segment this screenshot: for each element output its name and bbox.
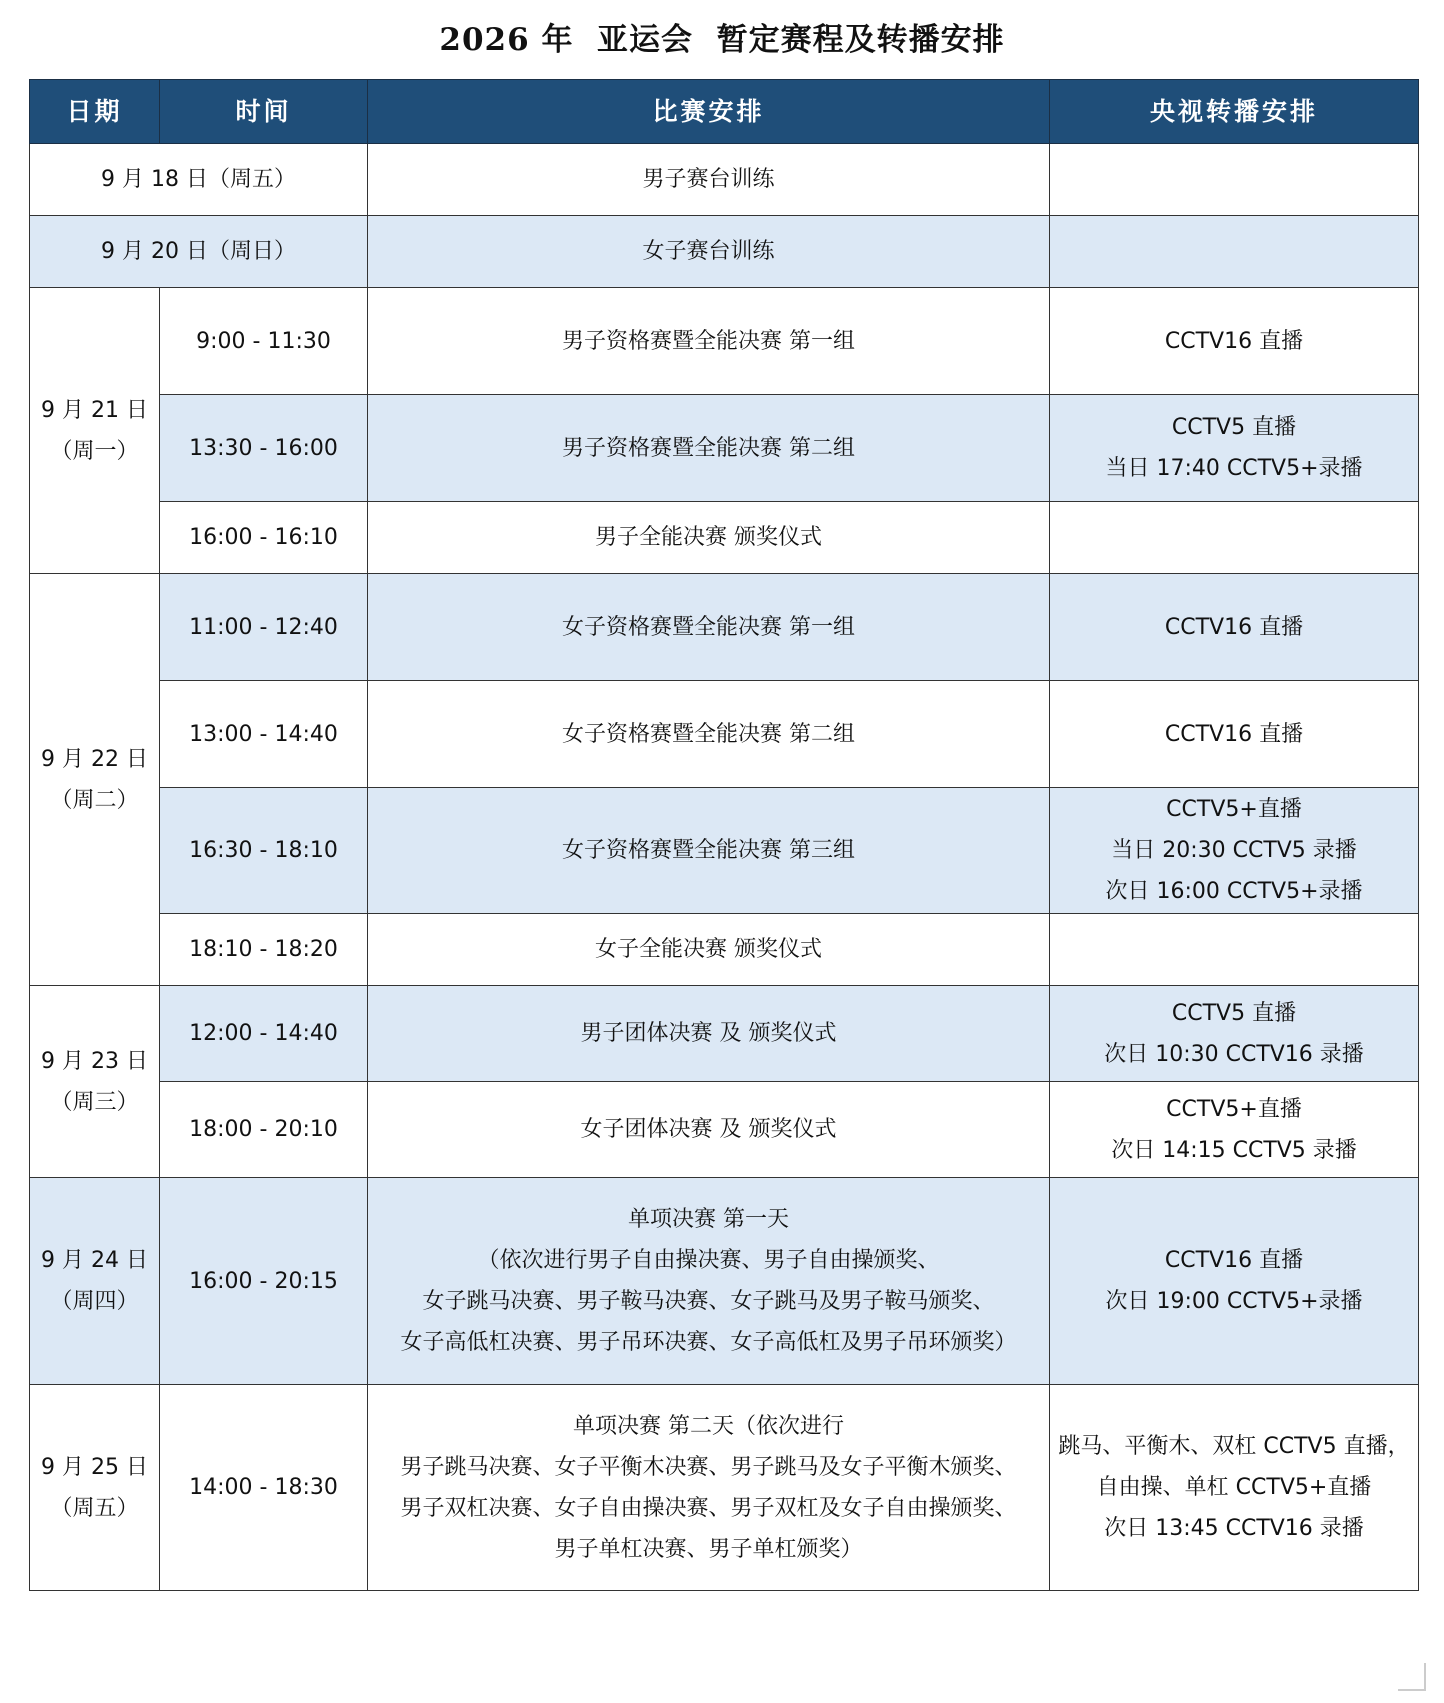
time-cell: 16:00 - 20:15 (160, 1178, 368, 1385)
event-cell: 男子资格赛暨全能决赛 第一组 (368, 288, 1050, 395)
corner-mark (1398, 1663, 1426, 1691)
broadcast-cell: CCTV16 直播 (1050, 574, 1419, 681)
event-cell: 男子资格赛暨全能决赛 第二组 (368, 395, 1050, 502)
event-cell: 女子资格赛暨全能决赛 第二组 (368, 681, 1050, 788)
event-cell: 男子赛台训练 (368, 144, 1050, 216)
date-cell: 9 月 20 日（周日） (30, 216, 368, 288)
event-cell: 女子资格赛暨全能决赛 第一组 (368, 574, 1050, 681)
event-cell: 单项决赛 第一天 （依次进行男子自由操决赛、男子自由操颁奖、 女子跳马决赛、男子鞍马决赛、女子跳马及男子鞍马颁奖、 女子高低杠决赛、男子吊环决赛、女子高低杠及男子吊环颁奖） (368, 1178, 1050, 1385)
date-cell: 9 月 23 日 （周三） (30, 986, 160, 1178)
header-date: 日期 (30, 80, 160, 144)
table-row (30, 788, 1419, 914)
broadcast-cell (1050, 144, 1419, 216)
table-row (30, 1082, 1419, 1178)
time-cell: 16:00 - 16:10 (160, 502, 368, 574)
time-cell: 13:00 - 14:40 (160, 681, 368, 788)
time-cell: 9:00 - 11:30 (160, 288, 368, 395)
date-cell: 9 月 24 日 （周四） (30, 1178, 160, 1385)
time-cell: 13:30 - 16:00 (160, 395, 368, 502)
time-cell: 18:10 - 18:20 (160, 914, 368, 986)
header-broadcast: 央视转播安排 (1050, 80, 1419, 144)
schedule-table (29, 79, 1419, 1591)
date-cell: 9 月 18 日（周五） (30, 144, 368, 216)
broadcast-cell (1050, 502, 1419, 574)
header-time: 时间 (160, 80, 368, 144)
broadcast-cell (1050, 216, 1419, 288)
date-cell: 9 月 22 日 （周二） (30, 574, 160, 986)
table-row (30, 986, 1419, 1082)
broadcast-cell: 跳马、平衡木、双杠 CCTV5 直播， 自由操、单杠 CCTV5+直播 次日 13:45 CCTV16 录播 (1050, 1385, 1419, 1591)
broadcast-cell: CCTV5 直播 当日 17:40 CCTV5+录播 (1050, 395, 1419, 502)
table-row (30, 914, 1419, 986)
time-cell: 11:00 - 12:40 (160, 574, 368, 681)
table-row (30, 395, 1419, 502)
event-cell: 单项决赛 第二天（依次进行 男子跳马决赛、女子平衡木决赛、男子跳马及女子平衡木颁奖、 男子双杠决赛、女子自由操决赛、男子双杠及女子自由操颁奖、 男子单杠决赛、男子单杠颁奖） (368, 1385, 1050, 1591)
table-row (30, 574, 1419, 681)
time-cell: 16:30 - 18:10 (160, 788, 368, 914)
broadcast-cell: CCTV5+直播 当日 20:30 CCTV5 录播 次日 16:00 CCTV5+录播 (1050, 788, 1419, 914)
table-row (30, 502, 1419, 574)
table-row (30, 288, 1419, 395)
time-cell: 12:00 - 14:40 (160, 986, 368, 1082)
broadcast-cell: CCTV5 直播 次日 10:30 CCTV16 录播 (1050, 986, 1419, 1082)
broadcast-cell: CCTV16 直播 (1050, 681, 1419, 788)
table-row (30, 216, 1419, 288)
header-event: 比赛安排 (368, 80, 1050, 144)
event-cell: 女子团体决赛 及 颁奖仪式 (368, 1082, 1050, 1178)
broadcast-cell: CCTV5+直播 次日 14:15 CCTV5 录播 (1050, 1082, 1419, 1178)
table-row (30, 144, 1419, 216)
table-header-row (30, 80, 1419, 144)
page-title: 2026 年 亚运会 暂定赛程及转播安排 (439, 22, 1005, 58)
date-cell: 9 月 21 日 （周一） (30, 288, 160, 574)
table-row (30, 1385, 1419, 1591)
time-cell: 18:00 - 20:10 (160, 1082, 368, 1178)
broadcast-cell (1050, 914, 1419, 986)
event-cell: 男子全能决赛 颁奖仪式 (368, 502, 1050, 574)
table-row (30, 1178, 1419, 1385)
broadcast-cell: CCTV16 直播 (1050, 288, 1419, 395)
time-cell: 14:00 - 18:30 (160, 1385, 368, 1591)
event-cell: 女子全能决赛 颁奖仪式 (368, 914, 1050, 986)
date-cell: 9 月 25 日 （周五） (30, 1385, 160, 1591)
event-cell: 女子资格赛暨全能决赛 第三组 (368, 788, 1050, 914)
table-row (30, 681, 1419, 788)
event-cell: 男子团体决赛 及 颁奖仪式 (368, 986, 1050, 1082)
broadcast-cell: CCTV16 直播 次日 19:00 CCTV5+录播 (1050, 1178, 1419, 1385)
event-cell: 女子赛台训练 (368, 216, 1050, 288)
